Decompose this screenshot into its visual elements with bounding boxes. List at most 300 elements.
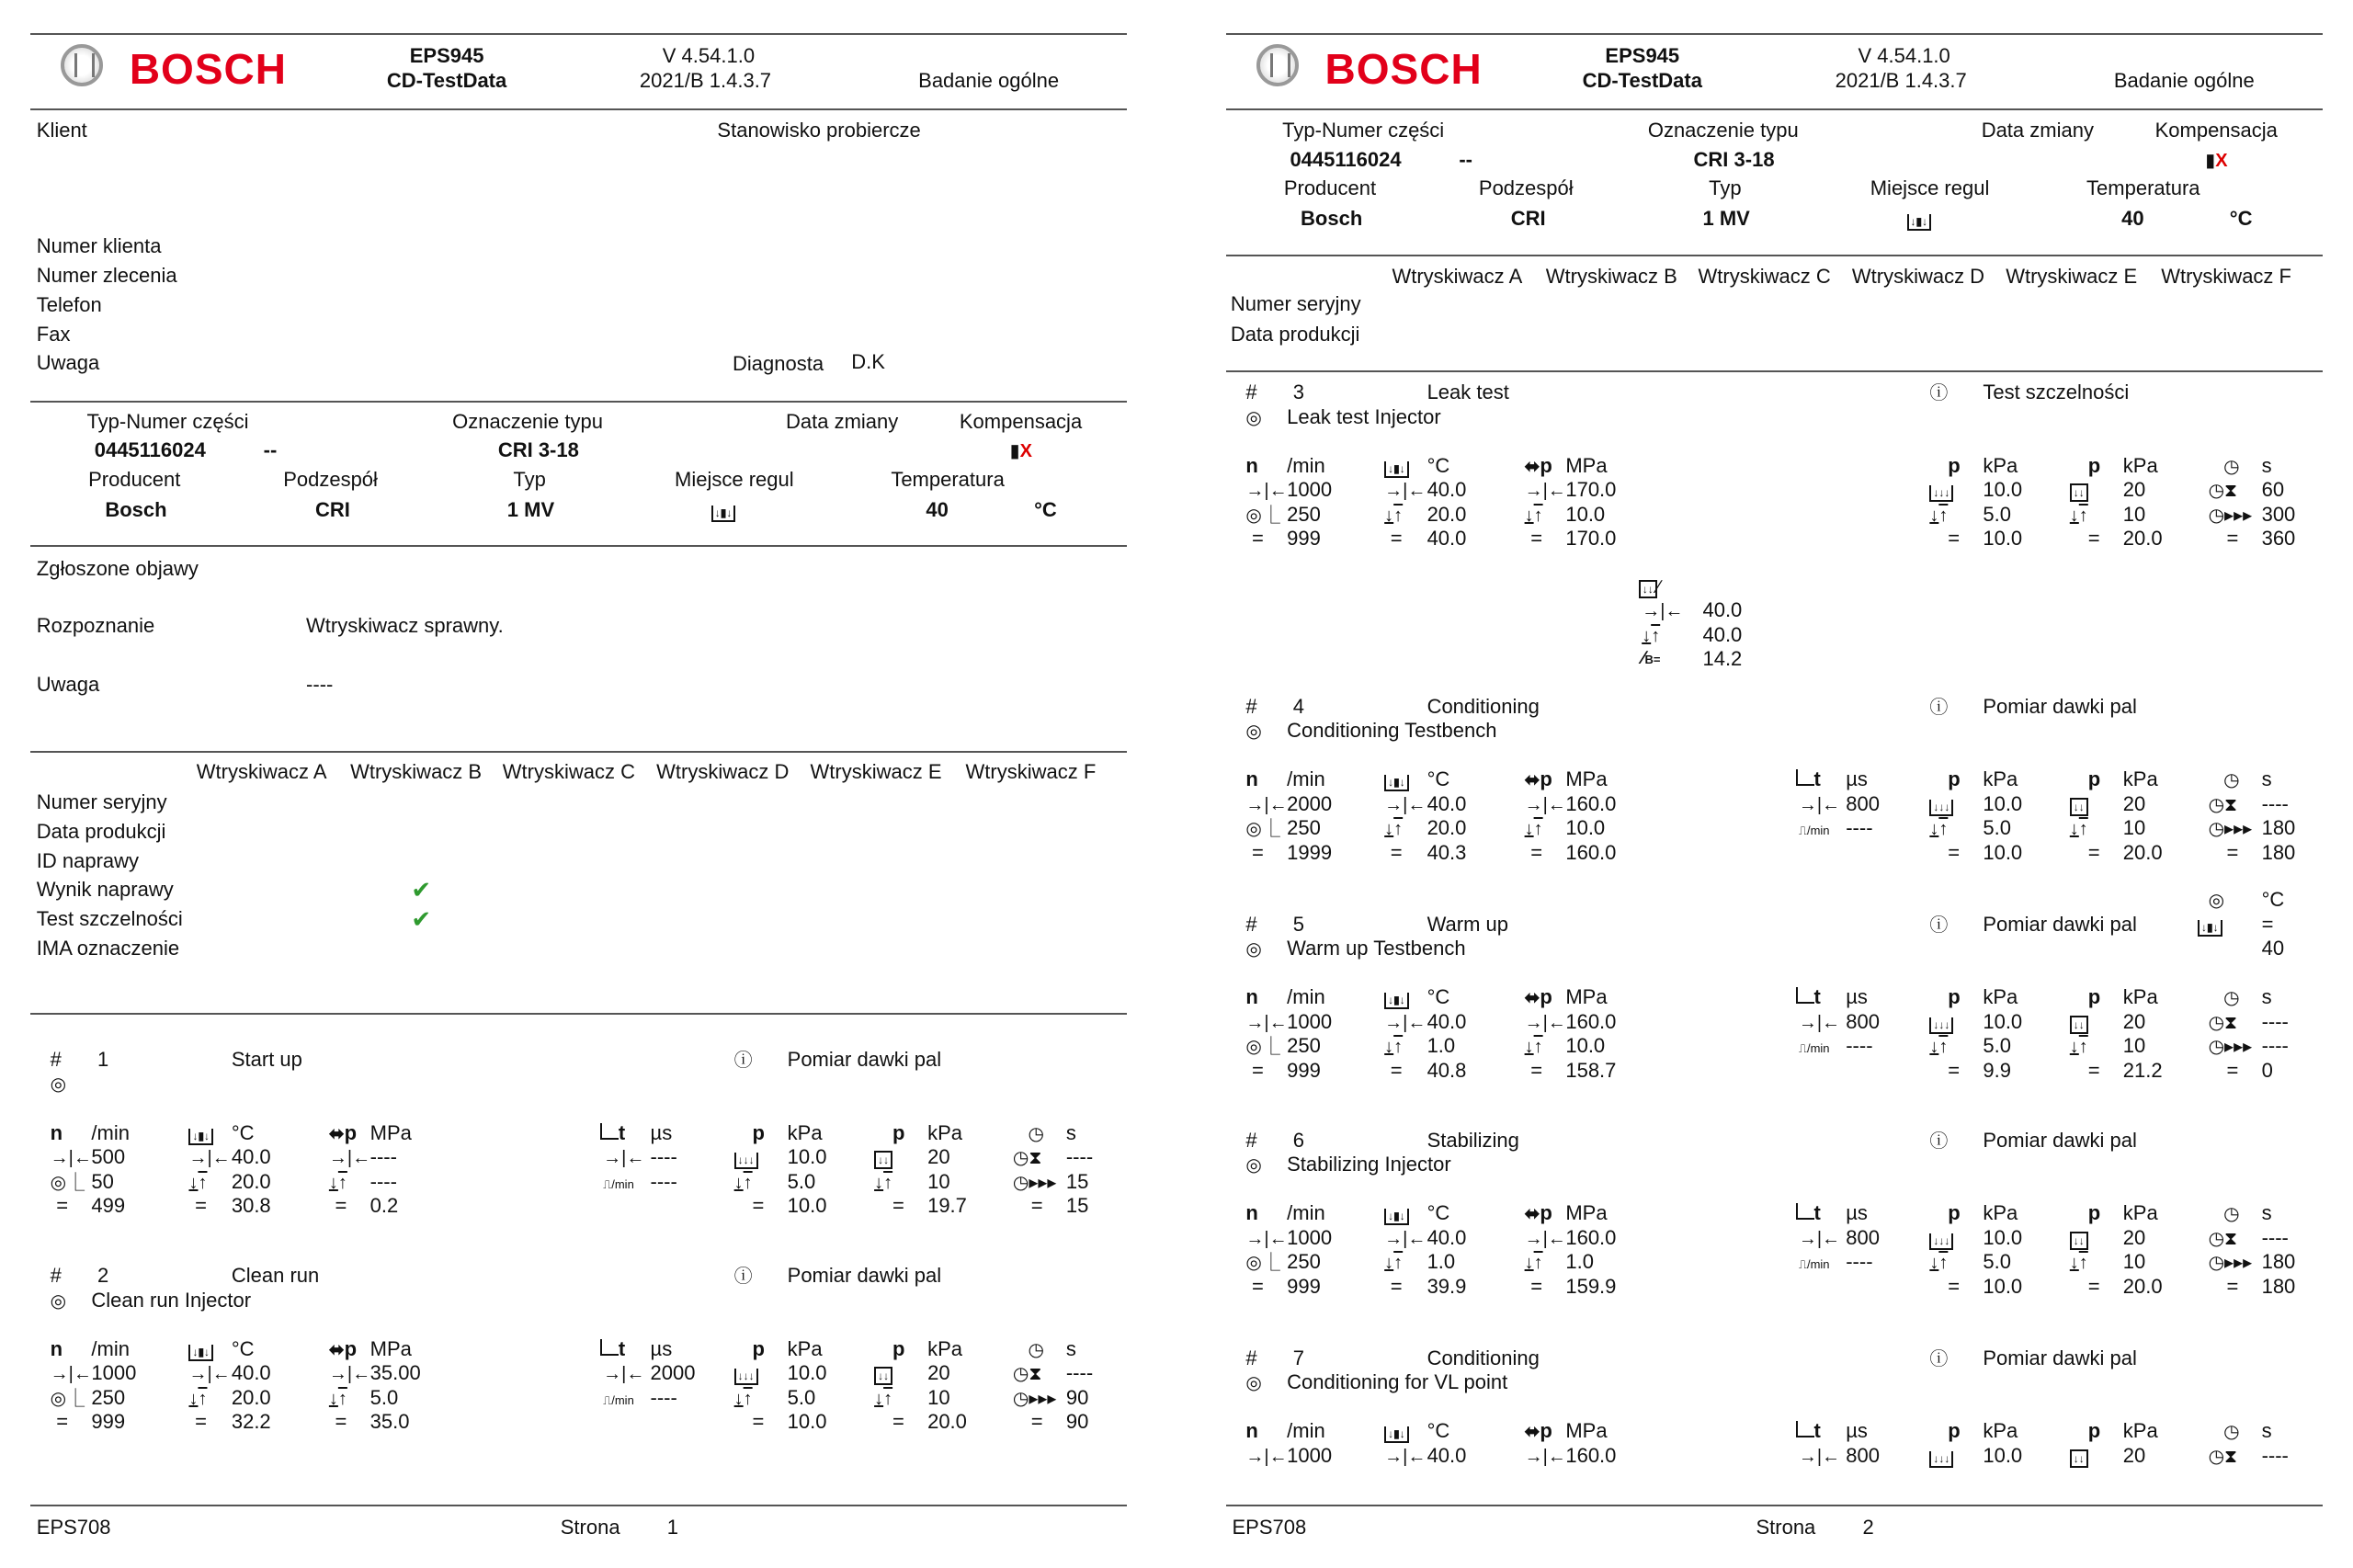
footer-page-label: Strona xyxy=(1756,1515,1816,1539)
value-p: 35.00 xyxy=(369,1361,421,1385)
label-note-label: Uwaga xyxy=(36,351,100,375)
clock-duration-icon: ◷▸▸▸ xyxy=(1012,1172,1057,1193)
bosch-logo xyxy=(61,44,103,92)
test-hash: # xyxy=(50,1264,62,1288)
rail-pressure-icon: ⬌ xyxy=(1524,456,1540,477)
nominal-icon: →|← xyxy=(1524,1228,1566,1249)
symbol xyxy=(2209,1010,2238,1034)
equals-symbol: = xyxy=(1030,1194,1043,1218)
temp-icon xyxy=(2198,913,2222,937)
label-diagnosis: Rozpoznanie xyxy=(36,613,155,637)
test-name: Clean run xyxy=(231,1264,320,1288)
tolerance-icon: ↓↑ xyxy=(1384,1253,1404,1274)
extra-temp-unit: °C xyxy=(2261,888,2285,911)
return-pressure-icon: ↓↓ xyxy=(2070,1449,2088,1468)
return-pressure-icon: ↓↓ xyxy=(2070,1016,2088,1034)
nominal-icon: →|← xyxy=(328,1148,371,1169)
version: V 4.54.1.0 xyxy=(1858,44,1950,68)
component: CRI xyxy=(1510,207,1546,231)
compensation-icon: ▮X xyxy=(2205,150,2228,171)
nominal-icon: →|← xyxy=(1384,481,1427,502)
symbol xyxy=(603,1170,634,1196)
test-hash: # xyxy=(1245,912,1257,936)
clock-icon: ◷ xyxy=(1028,1123,1044,1144)
leak-tolerance: 40.0 xyxy=(1702,622,1743,646)
unit-p: MPa xyxy=(1565,985,1608,1009)
measurement-icon: ⓘ xyxy=(1929,915,1949,936)
symbol xyxy=(1525,1226,1566,1250)
measure-icon xyxy=(1929,695,1948,719)
value-t: 800 xyxy=(1846,1009,1880,1033)
unit-p2: kPa xyxy=(2122,767,2158,791)
measurement-icon: ⓘ xyxy=(733,1267,753,1288)
equals-symbol: = xyxy=(2226,1274,2239,1298)
compensation-icon: ▮X xyxy=(1009,441,1032,462)
footer-page-number: 1 xyxy=(666,1515,678,1539)
measure-type: Pomiar dawki pal xyxy=(1983,1128,2137,1152)
leak-b-value: 14.2 xyxy=(1702,647,1743,671)
symbol xyxy=(603,1361,644,1385)
header-n: n xyxy=(1245,1201,1258,1225)
clock-hourglass-icon: ◷⧗ xyxy=(1012,1148,1042,1169)
measurement-icon: ⓘ xyxy=(1929,697,1949,718)
type-designation: CRI 3-18 xyxy=(1693,147,1775,171)
symbol xyxy=(2070,792,2088,816)
value-p: 160.0 xyxy=(1565,791,1617,815)
value-p: 160.0 xyxy=(1565,1009,1617,1033)
label-control-place: Miejsce regul xyxy=(1870,176,1990,200)
tolerance-icon: ↓↑ xyxy=(1524,1037,1543,1058)
value-n: 1000 xyxy=(91,1361,137,1385)
value-p2: 20 xyxy=(2122,1443,2146,1467)
symbol xyxy=(1525,1010,1566,1034)
value-n: 250 xyxy=(1287,502,1321,526)
header-p2: p xyxy=(2087,767,2101,791)
part-number-suffix: -- xyxy=(1459,147,1473,171)
injector-column-header: Wtryskiwacz A xyxy=(196,759,327,783)
header-n: n xyxy=(1245,1419,1258,1443)
equals-symbol: = xyxy=(2087,527,2100,551)
nominal-icon: →|← xyxy=(1245,794,1288,815)
symbol xyxy=(1245,816,1279,840)
label-client-number-label: Numer klienta xyxy=(36,234,162,258)
temperature-icon: ↓▮↓ xyxy=(2198,920,2222,937)
value-time: 180 xyxy=(2261,1250,2296,1274)
injector-row-label: Numer seryjny xyxy=(1230,292,1361,316)
symbol xyxy=(2209,1226,2238,1250)
equals-symbol: = xyxy=(1948,1058,1961,1082)
label-type: Typ xyxy=(513,467,546,491)
test-hash: # xyxy=(1245,1128,1257,1152)
temp-header-icon xyxy=(1384,985,1409,1009)
tolerance-icon: ↓↑ xyxy=(1384,819,1404,840)
tolerance-icon: ↓↑ xyxy=(874,1388,893,1409)
equals-symbol: = xyxy=(1252,1274,1264,1298)
value-p1: 10.0 xyxy=(1983,840,2023,864)
value-temp: 40.0 xyxy=(1427,1443,1467,1467)
value-p2: 20 xyxy=(2122,1225,2146,1249)
unit-n: /min xyxy=(91,1120,130,1144)
report-type: Badanie ogólne xyxy=(2113,68,2255,92)
tolerance-icon: ↓↑ xyxy=(1929,505,1949,526)
value-p1: 5.0 xyxy=(787,1385,816,1409)
clock-hourglass-icon: ◷⧗ xyxy=(1012,1364,1042,1385)
test-name: Leak test xyxy=(1427,381,1509,404)
symbol xyxy=(1525,503,1543,527)
nominal-icon: →|← xyxy=(1245,1012,1288,1033)
check-icon: ✔ xyxy=(411,905,432,934)
tolerance-icon: ↓↑ xyxy=(328,1172,347,1193)
value-temp: 40.0 xyxy=(1427,1009,1467,1033)
tolerance-icon: ↓↑ xyxy=(1384,1037,1404,1058)
symbol xyxy=(1384,503,1403,527)
injector-row-label: Wynik naprawy xyxy=(36,878,174,902)
value-time: ---- xyxy=(2261,1443,2289,1467)
test-name: Stabilizing xyxy=(1427,1128,1519,1152)
value-p2: 20.0 xyxy=(2122,1274,2163,1298)
symbol xyxy=(188,1386,207,1410)
value-p1: 10.0 xyxy=(1983,791,2023,815)
temp-header-icon xyxy=(1384,1419,1409,1443)
value-temp: 1.0 xyxy=(1427,1034,1456,1058)
label-temperature: Temperatura xyxy=(2086,176,2200,200)
value-p: 1.0 xyxy=(1565,1250,1594,1274)
label-part-number: Typ-Numer części xyxy=(86,409,249,433)
temperature-icon: ↓▮↓ xyxy=(1384,775,1409,791)
pulses-per-minute-icon: ⎍/min xyxy=(603,1392,634,1407)
diagnosis-note: ---- xyxy=(306,673,334,697)
injector-icon xyxy=(1245,405,1261,429)
value-time: 15 xyxy=(1065,1169,1089,1193)
value-t: ---- xyxy=(1846,816,1873,840)
injector-row-label: Data produkcji xyxy=(36,819,166,843)
pulse-graph-icon xyxy=(1796,1421,1814,1437)
tolerance-icon: ↓↑ xyxy=(1642,625,1661,646)
pulse-graph-icon xyxy=(600,1123,619,1140)
symbol xyxy=(1384,792,1426,816)
control-place-icon: ↓▮↓ xyxy=(711,506,736,522)
unit-temp: °C xyxy=(1427,1419,1450,1443)
clock-icon: ◷ xyxy=(2223,1422,2240,1443)
injector-icon: ◎ xyxy=(1245,1155,1262,1176)
rail-pressure-icon: ⬌ xyxy=(1524,1422,1540,1443)
value-p2: 20 xyxy=(927,1145,950,1169)
test-hash: # xyxy=(50,1047,62,1071)
injector-icon: ◎ xyxy=(50,1290,67,1312)
injector-tolerance-icon: ◎⎿ xyxy=(1245,1037,1280,1058)
symbol xyxy=(2209,816,2253,840)
value-n: 50 xyxy=(91,1169,114,1193)
producer: Bosch xyxy=(1301,207,1363,231)
symbol xyxy=(1013,1170,1057,1194)
label-compensation: Kompensacja xyxy=(959,409,1083,433)
time-header-icon xyxy=(2223,1201,2239,1225)
diagnostician: D.K xyxy=(851,350,885,374)
clock-duration-icon: ◷▸▸▸ xyxy=(2208,1037,2253,1058)
symbol xyxy=(1245,478,1287,502)
value-p: 170.0 xyxy=(1565,527,1617,551)
tolerance-icon: ↓↑ xyxy=(188,1388,208,1409)
nominal-icon: →|← xyxy=(328,1364,371,1385)
value-time: 300 xyxy=(2261,502,2296,526)
injector-column-header: Wtryskiwacz D xyxy=(656,759,790,783)
injector-icon: ◎ xyxy=(2208,891,2225,911)
header-p1: p xyxy=(1948,453,1961,477)
value-t: 800 xyxy=(1846,791,1880,815)
divider xyxy=(1226,370,2323,372)
test-number: 1 xyxy=(97,1047,109,1071)
type-designation: CRI 3-18 xyxy=(497,438,579,462)
tolerance-icon: ↓↑ xyxy=(733,1172,753,1193)
symbol xyxy=(1384,1034,1403,1058)
tolerance-icon: ↓↑ xyxy=(1524,819,1543,840)
symbol xyxy=(188,1361,230,1385)
symbol xyxy=(1384,1444,1426,1468)
label-control-place: Miejsce regul xyxy=(675,467,794,491)
nominal-icon: →|← xyxy=(1642,601,1684,622)
tolerance-icon: ↓↑ xyxy=(1524,505,1543,526)
value-time: 180 xyxy=(2261,840,2296,864)
symbol xyxy=(1013,1145,1042,1169)
injector-icon: ◎ xyxy=(1245,407,1262,428)
equals-symbol: = xyxy=(335,1410,347,1434)
symbol xyxy=(734,1170,753,1194)
header-p2: p xyxy=(2087,1419,2101,1443)
inlet-pressure-icon: ↓↓↓ xyxy=(734,1369,758,1385)
symbol xyxy=(874,1361,892,1385)
symbol xyxy=(329,1386,347,1410)
symbol xyxy=(51,1386,85,1410)
injector-icon xyxy=(1245,1370,1261,1394)
value-temp: 40.0 xyxy=(231,1145,271,1169)
symbol xyxy=(1929,503,1948,527)
label-symptoms: Zgłoszone objawy xyxy=(36,557,199,581)
symbol xyxy=(1929,1034,1948,1058)
symbol xyxy=(51,1170,85,1194)
value-p: 5.0 xyxy=(369,1385,399,1409)
value-p: 10.0 xyxy=(1565,502,1606,526)
unit-p2: kPa xyxy=(927,1120,962,1144)
symbol xyxy=(1384,1226,1426,1250)
clock-hourglass-icon: ◷⧗ xyxy=(2208,1228,2238,1249)
value-temp: 40.0 xyxy=(1427,1225,1467,1249)
unit-p1: kPa xyxy=(787,1120,823,1144)
value-p2: 20.0 xyxy=(927,1410,967,1434)
unit-temp: °C xyxy=(1427,1201,1450,1225)
temperature-unit: °C xyxy=(2229,207,2253,231)
equals-symbol: = xyxy=(1252,840,1264,864)
value-time: 15 xyxy=(1065,1194,1089,1218)
injector-row-label: Numer seryjny xyxy=(36,790,167,813)
equals-symbol: = xyxy=(1252,1058,1264,1082)
injector-tolerance-icon: ◎⎿ xyxy=(1245,505,1280,526)
clock-hourglass-icon: ◷⧗ xyxy=(2208,794,2238,815)
injector-row-label: Data produkcji xyxy=(1230,323,1360,347)
header-t: t xyxy=(1796,985,1821,1009)
label-change-date: Data zmiany xyxy=(785,409,899,433)
rail-pressure-icon: ⬌ xyxy=(328,1123,345,1144)
tolerance-icon: ↓↑ xyxy=(2069,1037,2088,1058)
header-p1: p xyxy=(752,1120,765,1144)
tolerance-icon: ↓↑ xyxy=(1929,1253,1949,1274)
value-t: ---- xyxy=(650,1169,677,1193)
value-p1: 5.0 xyxy=(787,1169,816,1193)
unit-p: MPa xyxy=(1565,1201,1608,1225)
value-t: 800 xyxy=(1846,1443,1880,1467)
nominal-icon: →|← xyxy=(1524,1012,1566,1033)
symbol xyxy=(1642,598,1683,622)
leak-b-label: ∕B= xyxy=(1642,648,1661,669)
unit-p2: kPa xyxy=(2122,453,2158,477)
symbol xyxy=(1929,792,1953,816)
header-p: ⬌p xyxy=(328,1336,358,1360)
symbol xyxy=(2070,503,2088,527)
symbol xyxy=(1929,816,1948,840)
slope-icon: ∕ xyxy=(1656,576,1661,597)
footer-code: EPS708 xyxy=(36,1515,111,1539)
pulses-per-minute-icon: ⎍/min xyxy=(1798,1041,1830,1056)
symbol xyxy=(51,1361,92,1385)
unit-p: MPa xyxy=(1565,1419,1608,1443)
unit-t: µs xyxy=(650,1336,673,1360)
unit-p: MPa xyxy=(369,1336,412,1360)
inlet-pressure-icon: ↓↓↓ xyxy=(1929,800,1953,816)
test-subtitle: Warm up Testbench xyxy=(1287,937,1466,960)
injector-icon xyxy=(51,1289,66,1312)
symbol xyxy=(1245,503,1279,527)
unit-n: /min xyxy=(1287,1419,1325,1443)
value-n: 1000 xyxy=(1287,1009,1333,1033)
value-p: 160.0 xyxy=(1565,840,1617,864)
control-place xyxy=(711,498,736,522)
unit-temp: °C xyxy=(1427,453,1450,477)
footer-page-label: Strona xyxy=(560,1515,620,1539)
value-temp: 20.0 xyxy=(231,1169,271,1193)
header-p: ⬌p xyxy=(1524,1419,1552,1443)
divider xyxy=(1226,108,2323,110)
header-p2: p xyxy=(2087,1201,2101,1225)
clock-hourglass-icon: ◷⧗ xyxy=(2208,1446,2238,1467)
leak-return-icon xyxy=(1639,574,1660,598)
value-n: 1000 xyxy=(1287,1225,1333,1249)
clock-icon: ◷ xyxy=(1028,1339,1044,1360)
symbol xyxy=(188,1145,230,1169)
tolerance-icon: ↓↑ xyxy=(1929,1037,1949,1058)
unit-p1: kPa xyxy=(1983,1419,2018,1443)
header-p: ⬌p xyxy=(1524,767,1552,791)
injector-row-label: IMA oznaczenie xyxy=(36,937,180,960)
tolerance-icon: ↓↑ xyxy=(874,1172,893,1193)
equals-symbol: = xyxy=(752,1194,765,1218)
test-name: Conditioning xyxy=(1427,694,1540,718)
value-t: ---- xyxy=(650,1385,677,1409)
measure-type: Pomiar dawki pal xyxy=(1983,912,2137,936)
symbol xyxy=(1384,1010,1426,1034)
measurement-icon: ⓘ xyxy=(1929,383,1949,404)
symbol xyxy=(2070,1444,2088,1468)
symbol xyxy=(1799,1010,1840,1034)
value-p1: 10.0 xyxy=(787,1361,827,1385)
symbol xyxy=(603,1145,644,1169)
header-t: t xyxy=(600,1121,625,1145)
measure-type: Pomiar dawki pal xyxy=(787,1264,942,1288)
injector-column-header: Wtryskiwacz C xyxy=(502,759,635,783)
divider xyxy=(30,1013,1127,1015)
equals-symbol: = xyxy=(1030,1410,1043,1434)
tolerance-icon: ↓↑ xyxy=(328,1388,347,1409)
value-p2: 20 xyxy=(2122,791,2146,815)
part-number: 0445116024 xyxy=(94,438,206,462)
type: 1 MV xyxy=(1702,207,1750,231)
temperature-icon: ↓▮↓ xyxy=(188,1129,213,1145)
product-name: EPS945 xyxy=(1605,44,1680,68)
unit-t: µs xyxy=(1846,985,1868,1009)
temperature: 40 xyxy=(2121,207,2144,231)
symbol xyxy=(188,1170,207,1194)
header-p1: p xyxy=(1948,1419,1961,1443)
injector-icon xyxy=(1245,1153,1261,1176)
temp-header-icon xyxy=(188,1121,213,1145)
value-time: 360 xyxy=(2261,527,2296,551)
value-p2: 10 xyxy=(927,1385,950,1409)
symbol xyxy=(2070,1250,2088,1274)
test-subtitle: Conditioning for VL point xyxy=(1287,1370,1508,1394)
symbol xyxy=(1245,1250,1279,1274)
value-time: ---- xyxy=(2261,1225,2289,1249)
rail-pressure-icon: ⬌ xyxy=(1524,1204,1540,1225)
nominal-icon: →|← xyxy=(1798,1446,1841,1467)
label-diagnosis-note: Uwaga xyxy=(36,673,100,697)
product-name: EPS945 xyxy=(409,44,484,68)
unit-n: /min xyxy=(1287,985,1325,1009)
unit-time: s xyxy=(2261,1419,2272,1443)
label-diagnostician: Diagnosta xyxy=(732,351,824,375)
version: V 4.54.1.0 xyxy=(662,44,756,68)
equals-symbol: = xyxy=(2226,1058,2239,1082)
clock-hourglass-icon: ◷⧗ xyxy=(2208,1012,2238,1033)
equals-symbol: = xyxy=(1530,1274,1543,1298)
temperature-icon: ↓▮↓ xyxy=(1384,461,1409,478)
symbol xyxy=(1013,1361,1042,1385)
equals-symbol: = xyxy=(1948,1274,1961,1298)
divider xyxy=(30,751,1127,753)
nominal-icon: →|← xyxy=(1798,1012,1841,1033)
value-p1: 10.0 xyxy=(1983,527,2023,551)
divider xyxy=(30,108,1127,110)
nominal-icon: →|← xyxy=(1245,1446,1288,1467)
value-p: 35.0 xyxy=(369,1410,410,1434)
header-n: n xyxy=(50,1120,63,1144)
symbol xyxy=(1525,1444,1566,1468)
symbol xyxy=(1525,1250,1543,1274)
header-p: ⬌p xyxy=(1524,1201,1552,1225)
unit-p1: kPa xyxy=(1983,985,2018,1009)
pulses-per-minute-icon: ⎍/min xyxy=(603,1176,634,1191)
symbol xyxy=(1525,478,1566,502)
symbol xyxy=(1799,816,1830,842)
unit-time: s xyxy=(2261,767,2272,791)
injector-column-header: Wtryskiwacz F xyxy=(2161,265,2291,289)
value-p1: 9.9 xyxy=(1983,1058,2011,1082)
symbol xyxy=(1245,1226,1287,1250)
clock-duration-icon: ◷▸▸▸ xyxy=(1012,1388,1057,1409)
return-pressure-icon: ↓↓ xyxy=(874,1151,892,1169)
value-p1: 10.0 xyxy=(1983,478,2023,502)
symbol xyxy=(2070,816,2088,840)
unit-temp: °C xyxy=(231,1120,255,1144)
header-p: ⬌p xyxy=(328,1120,358,1144)
value-p: ---- xyxy=(369,1169,397,1193)
